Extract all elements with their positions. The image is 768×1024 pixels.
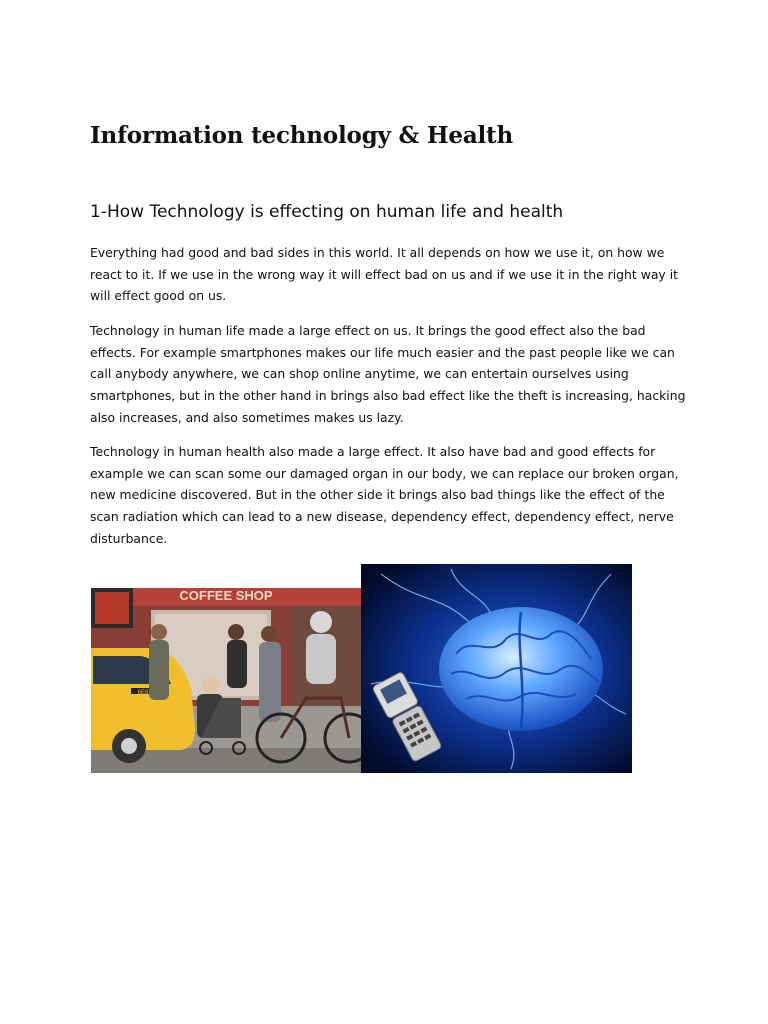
section-heading: 1-How Technology is effecting on human life and health: [90, 202, 564, 222]
brain-icon: [439, 607, 603, 731]
brain-phone-illustration: [361, 564, 632, 773]
paragraph-2: [90, 320, 690, 429]
paragraph-line: will effect good on us.: [90, 288, 227, 304]
paragraph-line: Technology in human health also made a large effect. It also have bad and good effects for: [90, 444, 656, 459]
paragraph-line: also increases, and also sometimes makes us lazy.: [90, 409, 404, 425]
taxi-icon: [91, 648, 195, 763]
taxi-plate-text: 6E8: [137, 690, 149, 696]
street-scene-illustration: [91, 588, 361, 773]
stop-hand-icon: [95, 592, 129, 624]
paragraph-line: Technology in human life made a large effect on us. It brings the good effect also the bad: [90, 323, 646, 338]
coffee-shop-sign-text: COFFEE SHOP: [179, 588, 273, 603]
paragraph-line: Everything had good and bad sides in this world. It all depends on how we use it, on how we: [90, 245, 665, 260]
paragraph-3: [90, 441, 690, 550]
paragraph-line: call anybody anywhere, we can shop online anytime, we can entertain ourselves using: [90, 366, 629, 382]
document-title: Information technology & Health: [90, 122, 514, 149]
paragraph-1: [90, 242, 690, 307]
paragraph-line: effects. For example smartphones makes our life much easier and the past people like we can: [90, 344, 675, 360]
paragraph-line: example we can scan some our damaged organ in our body, we can replace our broken organ,: [90, 465, 679, 481]
paragraph-line: new medicine discovered. But in the other side it brings also bad things like the effect of the: [90, 487, 665, 503]
paragraph-line: smartphones, but in the other hand in brings also bad effect like the theft is increasing, hacking: [90, 388, 686, 404]
paragraph-line: disturbance.: [90, 530, 168, 546]
paragraph-line: scan radiation which can lead to a new disease, dependency effect, dependency effect, nerve: [90, 509, 674, 525]
paragraph-line: react to it. If we use in the wrong way it will effect bad on us and if we use it in the right way it: [90, 266, 678, 282]
